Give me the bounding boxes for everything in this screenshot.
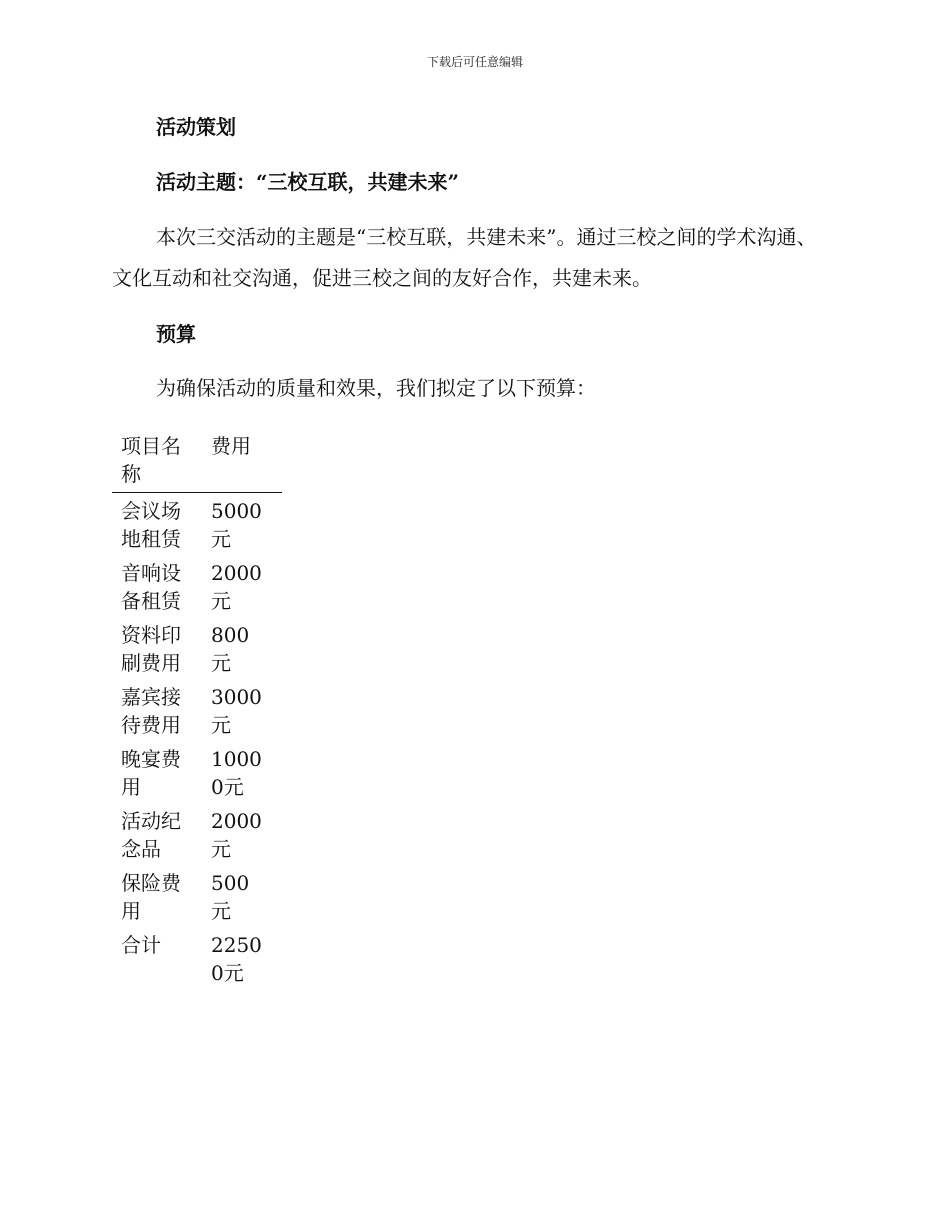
table-row: [112, 555, 282, 617]
table-row: [112, 679, 282, 741]
table-header-row: [112, 432, 282, 493]
page-header: 下载后可任意编辑: [426, 55, 523, 69]
section-title-budget: 预算: [156, 322, 196, 346]
theme-paragraph: 本次三交活动的主题是“三校互联，共建未来”。通过三校之间的学术沟通、文化互动和社交沟通，促进三校之间的友好合作，共建未来。: [112, 225, 817, 290]
cell-item-name: 保险费用: [121, 871, 181, 923]
table-row: [112, 865, 282, 927]
cell-cost: 10000元: [211, 747, 262, 799]
cell-item-name-total: 合计: [121, 933, 161, 957]
cell-cost: 3000元: [211, 685, 262, 737]
header-item-name: 项目名称: [112, 432, 211, 493]
cell-item-name: 会议场地租赁: [121, 499, 181, 551]
cell-cost: 2000元: [211, 561, 262, 613]
section-title-theme: 活动主题：“三校互联，共建未来”: [156, 170, 460, 194]
cell-cost-total: 22500元: [211, 933, 262, 985]
cell-item-name: 晚宴费用: [121, 747, 181, 799]
table-row: [112, 803, 282, 865]
cell-cost: 5000元: [211, 499, 262, 551]
table-row: [112, 741, 282, 803]
cell-item-name: 资料印刷费用: [121, 623, 181, 675]
table-row: [112, 617, 282, 679]
cell-item-name: 活动纪念品: [121, 809, 181, 861]
cell-cost: 800元: [211, 623, 250, 675]
section-title-plan: 活动策划: [156, 115, 236, 139]
table-row-total: [112, 927, 282, 989]
cell-item-name: 音响设备租赁: [121, 561, 181, 613]
cell-cost: 500元: [211, 871, 250, 923]
table-row: [112, 493, 282, 556]
budget-intro-paragraph: 为确保活动的质量和效果，我们拟定了以下预算：: [156, 376, 596, 400]
cell-item-name: 嘉宾接待费用: [121, 685, 181, 737]
budget-table: [112, 432, 282, 989]
cell-cost: 2000元: [211, 809, 262, 861]
header-cost: 费用: [211, 432, 282, 493]
